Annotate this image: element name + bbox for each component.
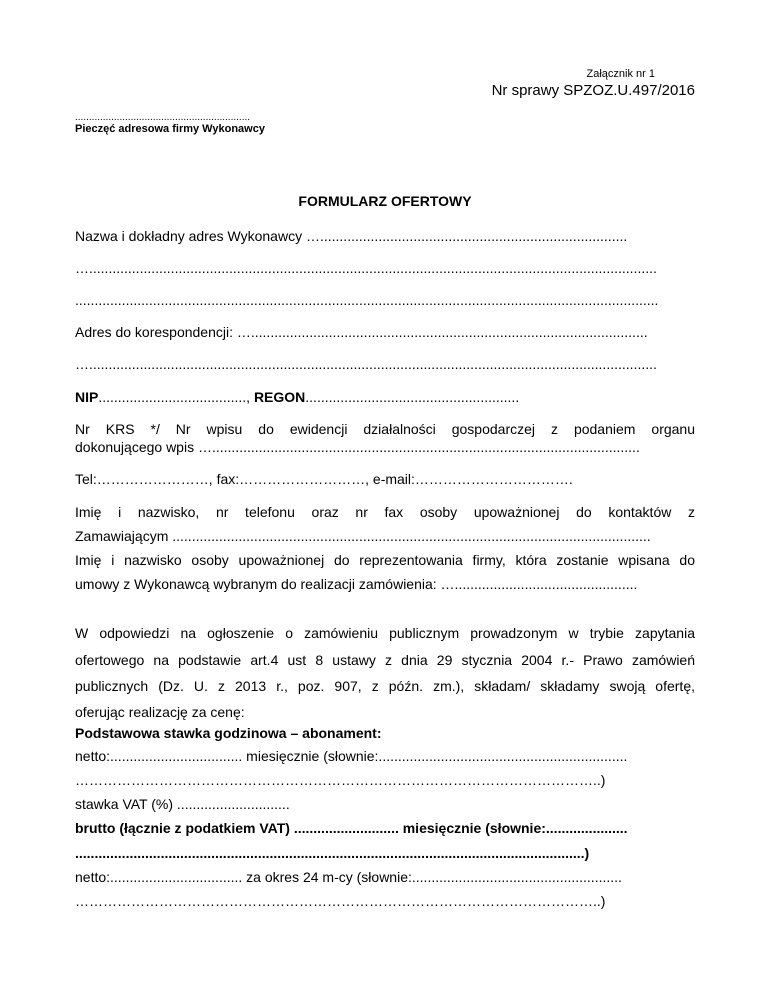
offer-paragraph-line3: publicznych (Dz. U. z 2013 r., poz. 907, z późn. zm.), składam/ składamy swoją ofertę, bbox=[75, 678, 695, 694]
offer-paragraph-line1: W odpowiedzi na ogłoszenie o zamówieniu publicznym prowadzonym w trybie zapytania bbox=[75, 625, 695, 641]
correspondence-line2: ….................................................................................................................................................. bbox=[75, 356, 657, 372]
nip-dots: ......................................, bbox=[98, 389, 254, 405]
attachment-label: Załącznik nr 1 bbox=[586, 68, 655, 80]
krs-line2: dokonującego wpis ….............................................................................................................. bbox=[75, 439, 640, 455]
nip-regon-field bbox=[75, 389, 695, 406]
authorized-line1: Imię i nazwisko, nr telefonu oraz nr fax osoby upoważnionej do kontaktów z bbox=[75, 504, 695, 520]
representative-line1: Imię i nazwisko osoby upoważnionej do reprezentowania firmy, która zostanie wpisana do bbox=[75, 552, 695, 568]
contractor-name-line3: ...................................................................................................................................................... bbox=[75, 292, 659, 308]
krs-line1: Nr KRS */ Nr wpisu do ewidencji działalności gospodarczej z podaniem organu bbox=[75, 421, 695, 437]
offer-paragraph-line2: ofertowego na podstawie art.4 ust 8 ustawy z dnia 29 stycznia 2004 r.- Prawo zamówień bbox=[75, 652, 695, 668]
regon-dots: ....................................................... bbox=[305, 389, 520, 405]
net-24-months-continuation: …………………………………………………………………………………………………..) bbox=[75, 893, 606, 909]
contractor-name-line2: ….................................................................................................................................................. bbox=[75, 260, 657, 276]
regon-label: REGON bbox=[253, 389, 306, 405]
stamp-dots: ............................................................... bbox=[75, 112, 251, 123]
form-title: FORMULARZ OFERTOWY bbox=[298, 193, 472, 209]
net-monthly-continuation: …………………………………………………………………………………………………..) bbox=[75, 772, 606, 788]
rate-heading: Podstawowa stawka godzinowa – abonament: bbox=[75, 725, 382, 741]
contact-field: Tel:……………………, fax:………………………, e-mail:……………………………. bbox=[75, 471, 573, 487]
gross-monthly-continuation: ...................................................................................................................................) bbox=[75, 845, 590, 861]
vat-rate-field: stawka VAT (%) ............................. bbox=[75, 796, 290, 812]
correspondence-field: Adres do korespondencji: …...................................................................................................... bbox=[75, 324, 648, 340]
offer-paragraph-line4: oferując realizację za cenę: bbox=[75, 704, 245, 720]
contractor-name-field: Nazwa i dokładny adres Wykonawcy …............................................................................... bbox=[75, 228, 628, 244]
net-monthly-field: netto:.................................. miesięcznie (słownie:................................................................ bbox=[75, 748, 628, 764]
net-24-months-field: netto:.................................. za okres 24 m-cy (słownie:...................................................... bbox=[75, 869, 622, 885]
representative-line2: umowy z Wykonawcą wybranym do realizacji zamówienia: …............................................... bbox=[75, 576, 638, 592]
gross-monthly-field: brutto (łącznie z podatkiem VAT) ........................... miesięcznie (słownie:..................... bbox=[75, 820, 628, 836]
stamp-label: Pieczęć adresowa firmy Wykonawcy bbox=[75, 123, 265, 135]
nip-label: NIP bbox=[75, 389, 99, 405]
case-number: Nr sprawy SPZOZ.U.497/2016 bbox=[491, 82, 695, 99]
authorized-line2: Zamawiającym ........................................................................................................................... bbox=[75, 528, 651, 544]
